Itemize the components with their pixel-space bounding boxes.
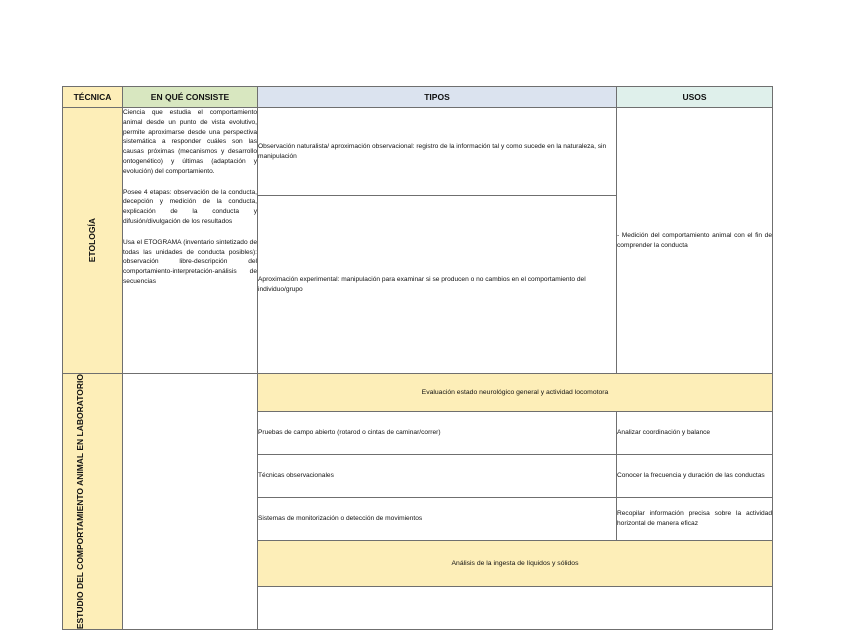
etologia-desc-paragraph: Posee 4 etapas: observación de la conducta, decepción y medición de la conducta, explicación de la conducta y difusión/divulgación de los resultados <box>123 188 257 225</box>
etologia-desc-paragraph: Ciencia que estudia el comportamiento animal desde un punto de vista evolutivo, permite aproximarse desde una perspectiva sistemática a responder cuáles son las causas próximas (mecanismos y desarrollo ontogenético) y últimas (adaptación y evolución) del comportamiento. <box>123 109 257 175</box>
etologia-technique-cell <box>63 108 123 374</box>
header-consiste: EN QUÉ CONSISTE <box>123 87 258 108</box>
header-tipos: TIPOS <box>258 87 617 108</box>
lab-band-ingesta: Análisis de la ingesta de líquidos y sólidos <box>258 541 773 587</box>
lab-empty-cell <box>258 587 773 630</box>
lab-uso: Recopilar información precisa sobre la actividad horizontal de manera eficaz <box>617 498 773 541</box>
etologia-description <box>123 108 258 374</box>
lab-band-neurologico: Evaluación estado neurológico general y actividad locomotora <box>258 374 773 412</box>
lab-band-row-1 <box>63 374 773 412</box>
lab-uso: Conocer la frecuencia y duración de las conductas <box>617 455 773 498</box>
technique-table <box>62 86 773 630</box>
header-row <box>63 87 773 108</box>
etologia-row-1 <box>63 108 773 196</box>
etologia-tipo-observacional: Observación naturalista/ aproximación observacional: registro de la información tal y como sucede en la naturaleza, sin manipulación <box>258 108 617 196</box>
header-usos: USOS <box>617 87 773 108</box>
laboratorio-label: ESTUDIO DEL COMPORTAMIENTO ANIMAL EN LABORATORIO <box>74 374 85 630</box>
laboratorio-technique-cell <box>63 374 123 630</box>
laboratorio-description-empty <box>123 374 258 630</box>
lab-tipo: Sistemas de monitorización o detección de movimientos <box>258 498 617 541</box>
lab-tipo: Pruebas de campo abierto (rotarod o cintas de caminar/correr) <box>258 412 617 455</box>
lab-tipo: Técnicas observacionales <box>258 455 617 498</box>
etologia-desc-paragraph: Usa el ETOGRAMA (inventario sintetizado de todas las unidades de conducta posibles): observación libre-descripción del comportamiento-interpretación-análisis de secuencias <box>123 238 257 285</box>
etologia-tipo-experimental: Aproximación experimental: manipulación para examinar si se producen o no cambios en el comportamiento del individuo/grupo <box>258 196 617 374</box>
etologia-label: ETOLOGÍA <box>87 218 97 263</box>
header-tecnica: TÉCNICA <box>63 87 123 108</box>
etologia-usos: - Medición del comportamiento animal con el fin de comprender la conducta <box>617 108 773 374</box>
lab-uso: Analizar coordinación y balance <box>617 412 773 455</box>
